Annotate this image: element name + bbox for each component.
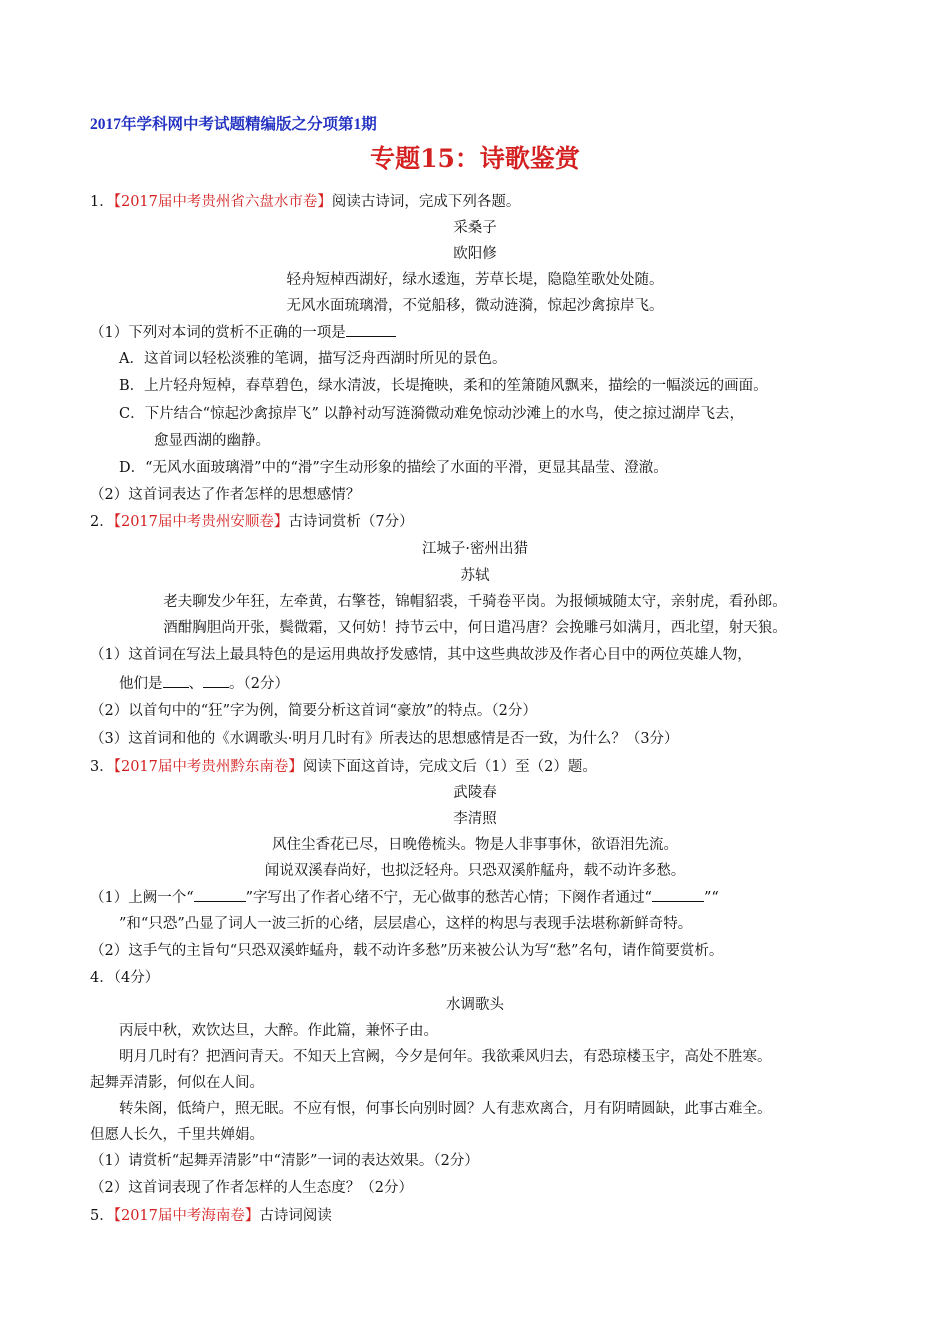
poem-title: 采桑子 xyxy=(453,220,497,236)
question-number: 1． xyxy=(90,194,114,210)
separator-text: 、 xyxy=(188,676,203,692)
poem-author: 欧阳修 xyxy=(453,246,497,262)
poem-line: 无风水面琉璃滑，不觉船移，微动涟漪，惊起沙禽掠岸飞。 xyxy=(286,298,664,314)
question-1-header xyxy=(90,192,520,212)
question-source: 【2017届中考海南卷】 xyxy=(113,1208,260,1224)
question-number: 3． xyxy=(90,759,114,775)
question-intro: 阅读下面这首诗，完成文后（1）至（2）题。 xyxy=(302,759,597,775)
poem-author: 李清照 xyxy=(453,811,497,827)
sub-question xyxy=(90,322,396,343)
sub-question-text: （1）上阙一个“ xyxy=(90,890,194,906)
poem-title: 江城子·密州出猎 xyxy=(421,541,529,557)
question-number: 5． xyxy=(90,1208,114,1224)
sub-question: （2）这首词表现了作者怎样的人生态度？（2分） xyxy=(90,1180,413,1196)
question-source: 【2017届中考贵州黔东南卷】 xyxy=(113,759,303,775)
poem-line: 但愿人长久，千里共婵娟。 xyxy=(90,1127,264,1143)
sub-question: （2）这首词表达了作者怎样的思想感情？ xyxy=(90,487,361,503)
answer-blank xyxy=(194,887,246,902)
sub-question: （2）这手气的主旨句“只恐双溪蚱蜢舟，载不动许多愁”历来被公认为写“愁”名句，请作简要赏析。 xyxy=(90,943,724,959)
option-a: A．这首词以轻松淡雅的笔调，描写泛舟西湖时所见的景色。 xyxy=(119,351,507,367)
answer-blank xyxy=(652,887,704,902)
sub-question xyxy=(90,887,719,908)
poem-line: 风住尘香花已尽，日晚倦梳头。物是人非事事休，欲语泪先流。 xyxy=(272,837,678,853)
sub-question: （1）这首词在写法上最具特色的是运用典故抒发感情，其中这些典故涉及作者心目中的两位英雄人物， xyxy=(90,647,752,663)
series-title: 2017年学科网中考试题精编版之分项第1期 xyxy=(90,116,377,133)
answer-blank xyxy=(203,673,229,688)
question-2-header xyxy=(90,512,414,532)
question-intro: 古诗词阅读 xyxy=(259,1208,332,1224)
sub-question-continued: ”和“只恐”凸显了词人一波三折的心绪，层层虐心，这样的构思与表现手法堪称新鲜奇特。 xyxy=(119,916,693,932)
option-d: D．“无风水面玻璃滑”中的“滑”字生动形象的描绘了水面的平滑，更显其晶莹、澄澈。 xyxy=(119,460,668,476)
poem-preface: 丙辰中秋，欢饮达旦，大醉。作此篇，兼怀子由。 xyxy=(119,1023,438,1039)
score-text: 。（2分） xyxy=(229,676,289,692)
question-intro: 古诗词赏析（7分） xyxy=(288,514,414,530)
question-number: 2． xyxy=(90,514,114,530)
sub-question-continued xyxy=(119,673,289,694)
topic-title: 专题15：诗歌鉴赏 xyxy=(370,144,580,173)
poem-line: 明月几时有？把酒问青天。不知天上宫阙，今夕是何年。我欲乘风归去，有恐琼楼玉宇，高处不胜寒。 xyxy=(119,1049,772,1065)
question-4-header: 4．（4分） xyxy=(90,970,160,986)
sub-question-text: ”字写出了作者心绪不宁，无心做事的愁苦心情；下阕作者通过“ xyxy=(245,890,652,906)
option-b: B．上片轻舟短棹，春草碧色，绿水清波，长堤掩映，柔和的笙箫随风飘来，描绘的一幅淡远的画面。 xyxy=(119,378,768,394)
question-intro: 阅读古诗词，完成下列各题。 xyxy=(331,194,521,210)
poem-title: 水调歌头 xyxy=(446,997,504,1013)
option-c: C．下片结合“惊起沙禽掠岸飞” 以静衬动写涟漪微动难免惊动沙滩上的水鸟，使之掠过湖岸飞去， xyxy=(119,406,745,422)
question-source: 【2017届中考贵州安顺卷】 xyxy=(113,514,289,530)
sub-question: （3）这首词和他的《水调歌头·明月几时有》所表达的思想感情是否一致，为什么？（3分） xyxy=(90,731,679,747)
sub-question-text: ”“ xyxy=(703,890,719,906)
poem-line: 酒酣胸胆尚开张，鬓微霜，又何妨！持节云中，何日遣冯唐？会挽雕弓如满月，西北望，射天狼。 xyxy=(163,620,787,636)
poem-line: 老夫聊发少年狂，左牵黄，右擎苍，锦帽貂裘，千骑卷平岗。为报倾城随太守，亲射虎，看孙郎。 xyxy=(163,594,787,610)
poem-line: 闻说双溪春尚好，也拟泛轻舟。只恐双溪舴艋舟，载不动许多愁。 xyxy=(264,863,686,879)
question-source: 【2017届中考贵州省六盘水市卷】 xyxy=(113,194,332,210)
answer-blank xyxy=(346,322,396,337)
sub-question-text: 他们是 xyxy=(119,676,163,692)
poem-line: 轻舟短棹西湖好，绿水逶迤，芳草长堤，隐隐笙歌处处随。 xyxy=(286,272,664,288)
question-3-header xyxy=(90,757,597,777)
option-c-continued: 愈显西湖的幽静。 xyxy=(154,433,270,449)
poem-line: 起舞弄清影，何似在人间。 xyxy=(90,1075,264,1091)
poem-line: 转朱阁，低绮户，照无眠。不应有恨，何事长向别时圆？人有悲欢离合，月有阴晴圆缺，此事古难全。 xyxy=(119,1101,772,1117)
answer-blank xyxy=(163,673,189,688)
sub-question: （2）以首句中的“狂”字为例，简要分析这首词“豪放”的特点。（2分） xyxy=(90,703,537,719)
question-5-header xyxy=(90,1206,332,1226)
poem-author: 苏轼 xyxy=(460,568,490,584)
sub-question-text: （1）下列对本词的赏析不正确的一项是 xyxy=(90,325,346,341)
poem-title: 武陵春 xyxy=(453,785,497,801)
sub-question: （1）请赏析“起舞弄清影”中“清影”一词的表达效果。（2分） xyxy=(90,1153,479,1169)
